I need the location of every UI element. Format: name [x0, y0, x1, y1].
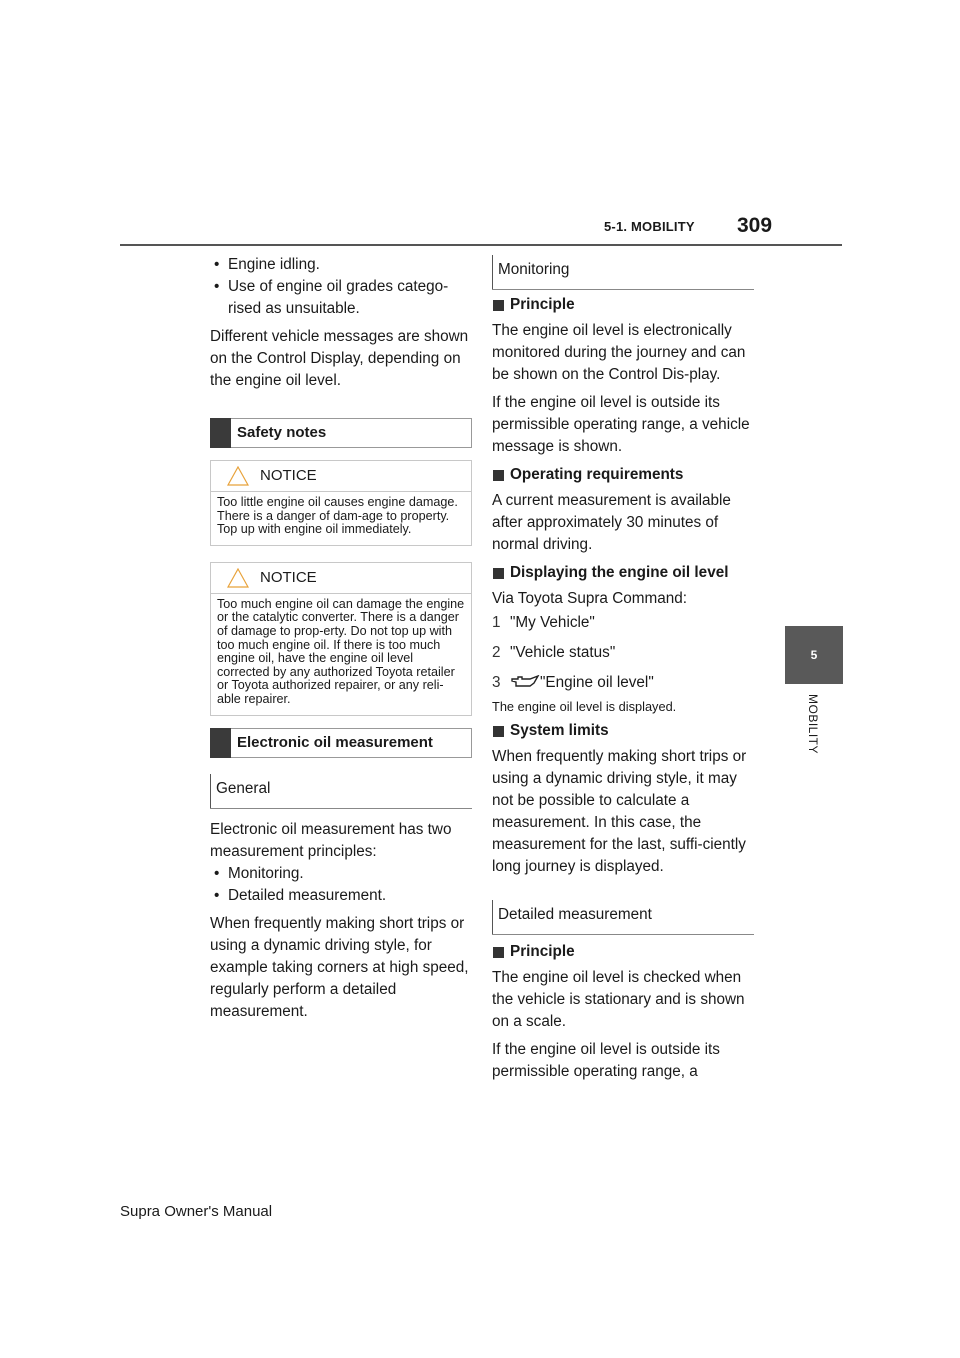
warning-triangle-icon	[227, 568, 249, 588]
heading-text: Safety notes	[237, 424, 327, 441]
step-item	[492, 672, 754, 694]
principle-paragraph: The engine oil level is checked when the vehicle is stationary and is shown on a scale.	[492, 969, 745, 1030]
notice-text: Too little engine oil causes engine damage. There is a danger of dam-age to property. Top up with engine oil immediately.	[217, 495, 458, 537]
notice-box	[210, 562, 472, 716]
operating-requirements-heading: Operating requirements	[492, 464, 754, 486]
left-column	[210, 254, 472, 1023]
step-item	[492, 642, 754, 664]
step-number: 3	[492, 674, 501, 691]
heading-text: Electronic oil measurement	[237, 733, 433, 751]
list-item: • Engine idling.	[210, 254, 472, 276]
step-text: "Engine oil level"	[540, 674, 654, 691]
chapter-label-container	[798, 694, 830, 784]
intro-paragraph: Different vehicle messages are shown on the Control Display, depending on the engine oil level.	[210, 328, 469, 389]
footer-text: Supra Owner's Manual	[120, 1203, 273, 1220]
subheading-text: Detailed measurement	[498, 906, 652, 923]
system-limits-paragraph: When frequently making short trips or using a dynamic driving style, it may not be possible to calculate a measurement. In this case, the measurement for the last, suffi-ciently long journey is displayed.	[492, 748, 747, 875]
heading-bar	[210, 418, 231, 448]
chapter-tab	[785, 626, 843, 684]
oil-can-icon	[510, 675, 540, 689]
subheading-text: Monitoring	[498, 261, 570, 278]
system-limits-heading: System limits	[492, 720, 754, 742]
operating-requirements-paragraph: A current measurement is available after approximately 30 minutes of normal driving.	[492, 492, 731, 553]
notice-box	[210, 460, 472, 546]
subheading-rule	[492, 900, 493, 934]
electronic-oil-heading	[210, 728, 472, 758]
tip-paragraph: When frequently making short trips or using a dynamic driving style, for example taking corners at high speed, regularly perform a detailed measurement.	[210, 914, 469, 1020]
subheading-text: General	[216, 779, 271, 797]
notice-header	[211, 461, 471, 492]
section-title: 5-1. MOBILITY	[604, 219, 695, 234]
general-paragraph: Electronic oil measurement has two measurement principles:	[210, 820, 452, 860]
display-result: The engine oil level is displayed.	[492, 699, 677, 714]
notice-title: NOTICE	[260, 467, 317, 484]
step-number: 1	[492, 614, 501, 631]
step-item	[492, 612, 754, 634]
list-item: • Use of engine oil grades catego-rised as unsuitable.	[210, 276, 472, 320]
display-intro: Via Toyota Supra Command:	[492, 590, 688, 607]
notice-title: NOTICE	[260, 568, 317, 586]
monitoring-subheading	[492, 255, 754, 290]
step-number: 2	[492, 644, 501, 661]
safety-notes-heading	[210, 418, 472, 448]
heading-bar	[210, 728, 231, 758]
principle-heading: Principle	[492, 294, 754, 316]
page-number: 309	[737, 214, 773, 237]
subheading-rule	[210, 774, 211, 808]
notice-header	[211, 563, 471, 594]
right-column	[492, 255, 754, 1089]
list-item: • Detailed measurement.	[210, 885, 472, 907]
chapter-number: 5	[810, 648, 818, 662]
notice-text: Too much engine oil can damage the engine or the catalytic converter. There is a danger of damage to prop-erty. Do not top up with too much engine oil. If there is too much engine oil, have the engine oil level corrected by any authorized Toyota retailer or Toyota authorized repairer, or any reli-able repairer.	[217, 596, 465, 706]
step-text: "My Vehicle"	[510, 614, 595, 631]
step-text: "Vehicle status"	[510, 644, 616, 661]
display-level-heading: Displaying the engine oil level	[492, 562, 754, 584]
principle-paragraph: The engine oil level is electronically monitored during the journey and can be shown on the Control Dis-play.	[492, 322, 746, 383]
principle-heading: Principle	[492, 941, 754, 963]
general-subheading	[210, 774, 472, 809]
list-item: • Monitoring.	[210, 863, 472, 885]
detailed-measurement-subheading	[492, 900, 754, 935]
subheading-rule	[492, 255, 493, 289]
chapter-label: MOBILITY	[806, 694, 820, 755]
header-rule	[120, 244, 842, 246]
principle-paragraph: If the engine oil level is outside its permissible operating range, a vehicle message is shown.	[492, 394, 750, 455]
warning-triangle-icon	[227, 466, 249, 486]
principle-paragraph: If the engine oil level is outside its permissible operating range, a	[492, 1041, 720, 1080]
